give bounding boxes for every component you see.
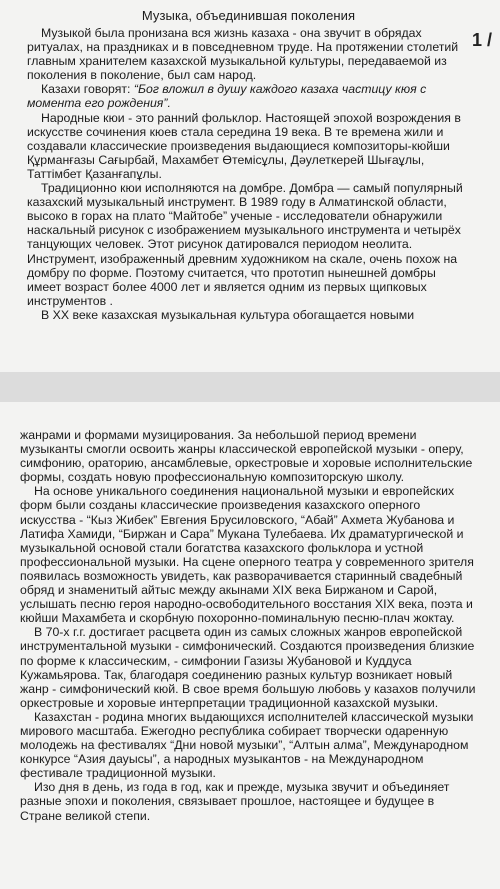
page-separator	[0, 372, 500, 402]
paragraph-4: Традиционно кюи исполняются на домбре. Домбра — самый популярный казахский музыкальный инструмент. В 1989 году в Алматинской области, высоко в горах на плато “Майтобе” ученые - исследователи обнаружили наскальный рисунок с изображением музыкального инструмента и четырёх танцующих человек. Этот рисунок датировался периодом неолита. Инструмент, изображенный древним художником на скале, очень похож на домбру по форме. Поэтому считается, что прототип нынешней домбры имеет возраст более 4000 лет и является одним из первых щипковых инструментов .	[27, 181, 463, 308]
paragraph-3: Народные кюи - это ранний фольклор. Настоящей эпохой возрождения в искусстве сочинения кюев стала середина 19 века. В те времена жили и создавали классические произведения выдающиеся композиторы-кюйши Құрманғазы Сағырбай, Махамбет Өтемісұлы, Дәулеткерей Шығаұлы, Таттімбет Қазанғапұлы.	[27, 110, 461, 181]
paragraph-9: Казахстан - родина многих выдающихся исполнителей классической музыки мирового масштаба. Ежегодно республика собирает творчески одаренную молодежь на фестивалях “Дни новой музыки”, “Алтын алма”, Международном конкурсе “Азия дауысы”, а народных музыкантов - на Международном фестивале традиционной музыки.	[20, 709, 474, 781]
paragraph-5: В XX веке казахская музыкальная культура обогащается новыми	[41, 307, 415, 322]
kazakh-saying-quote: “Бог вложил в душу каждого казаха частицу кюя с момента его рождения”.	[27, 82, 427, 111]
document-title: Музыка, объединившая поколения	[141, 8, 356, 23]
paragraph-2	[27, 82, 470, 110]
page-number: 1 /	[471, 30, 492, 50]
paragraph-10: Изо дня в день, из года в год, как и прежде, музыка звучит и объединяет разные эпохи и поколения, связывает прошлое, настоящее и будущее в Стране великой степи.	[20, 780, 450, 823]
paragraph-7: На основе уникального соединения национальной музыки и европейских форм были созданы классические произведения казахского оперного искусства - “Кыз Жибек” Евгения Брусиловского, “Абай” Ахмета Жубанова и Латифа Хамиди, “Биржан и Сара” Мукана Тулебаева. Их драматургической и музыкальной основой стали богатства казахского фольклора и устной профессиональной музыки. На сцене оперного театра у современного зрителя появилась возможность увидеть, как разворачивается старинный свадебный обряд и знаменитый айтыс между акынами XIX века Биржаном и Сарой, услышать песню героя народно-освободительного восстания XIX века, поэта и кюйши Махамбета и скорбную похоронно-поминальную песню-плач жоктау.	[20, 484, 474, 626]
page-2	[0, 402, 500, 889]
paragraph-2-prefix: Казахи говорят:	[41, 82, 134, 97]
paragraph-1: Музыкой была пронизана вся жизнь казаха - она звучит в обрядах ритуалах, на праздниках и в повседневном труде. На протяжении столетий главным хранителем казахской музыкальной культуры, передаваемой из поколения в поколение, был сам народ.	[27, 26, 459, 83]
paragraph-6: жанрами и формами музицирования. За небольшой период времени музыканты смогли освоить жанры классической европейской музыки - оперу, симфонию, ораторию, ансамблевые, оркестровые и хоровые исполнительские формы, создать новую профессиональную композиторскую школу.	[20, 428, 473, 485]
paragraph-8: В 70-х г.г. достигает расцвета один из самых сложных жанров европейской инструментальной музыки - симфонический. Создаются произведения близкие по форме к классическим, - симфонии Газизы Жубановой и Куддуса Кужамьярова. Так, благодаря соединению разных культур возникает новый жанр - симфонический кюй. В свое время большую любовь у казахов получили оркестровые и хоровые интерпретации традиционной казахской музыки.	[20, 625, 476, 710]
page-1	[0, 0, 500, 372]
